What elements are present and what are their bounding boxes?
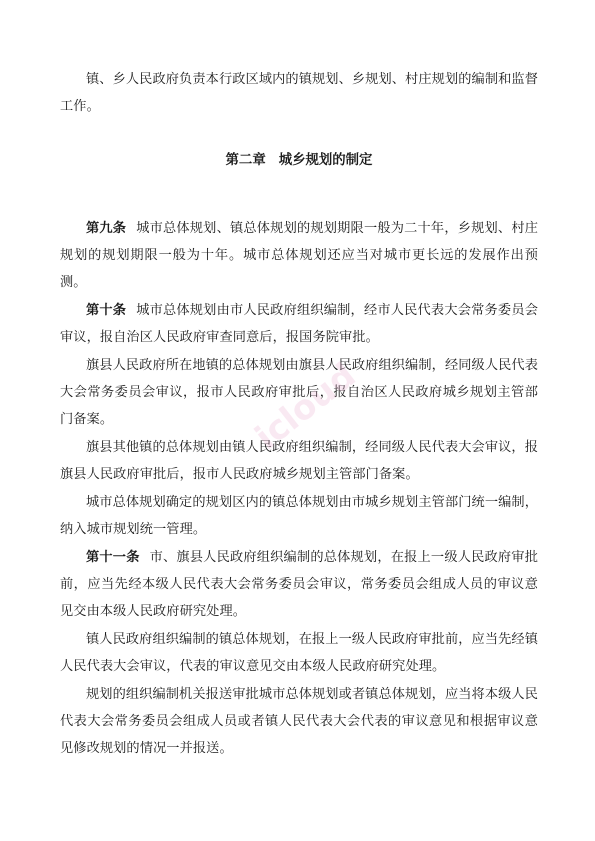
article-paragraph — [60, 544, 538, 625]
article-number: 第九条 — [86, 221, 127, 236]
paragraph-text: 规划的组织编制机关报送审批城市总体规划或者镇总体规划，应当将本级人民代表大会常务委员会组成人员或者镇人民代表大会代表的审议意见和根据审议意见修改规划的情况一并报送。 — [60, 687, 538, 756]
clause-paragraph — [60, 434, 538, 488]
clause-paragraph — [60, 681, 538, 762]
paragraph-text: 旗县其他镇的总体规划由镇人民政府组织编制，经同级人民代表大会审议，报旗县人民政府审批后，报市人民政府城乡规划主管部门备案。 — [60, 440, 538, 482]
paragraph-text: 城市总体规划、镇总体规划的规划期限一般为二十年，乡规划、村庄规划的规划期限一般为十年。城市总体规划还应当对城市更长远的发展作出预测。 — [60, 221, 538, 290]
clause-paragraph — [60, 626, 538, 680]
watermark-text: icloud — [247, 355, 364, 458]
chapter-number: 第二章 — [225, 153, 266, 168]
chapter-heading — [60, 147, 538, 174]
paragraph-text: 市、旗县人民政府组织编制的总体规划，在报上一级人民政府审批前，应当先经本级人民代表大会常务委员会审议，常务委员会组成人员的审议意见交由本级人民政府研究处理。 — [60, 550, 538, 619]
chapter-title: 城乡规划的制定 — [278, 153, 373, 168]
clause-paragraph — [60, 489, 538, 543]
article-paragraph — [60, 215, 538, 296]
paragraph-text: 城市总体规划由市人民政府组织编制，经市人民代表大会常务委员会审议，报自治区人民政府审查同意后，报国务院审批。 — [60, 303, 538, 345]
article-number: 第十一条 — [86, 550, 140, 565]
paragraph-text: 镇人民政府组织编制的镇总体规划，在报上一级人民政府审批前，应当先经镇人民代表大会审议，代表的审议意见交由本级人民政府研究处理。 — [60, 632, 538, 674]
clause-paragraph — [60, 352, 538, 433]
article-paragraph — [60, 297, 538, 351]
intro-paragraph-text: 镇、乡人民政府负责本行政区域内的镇规划、乡规划、村庄规划的编制和监督工作。 — [60, 72, 538, 114]
intro-paragraph — [60, 66, 538, 120]
paragraph-text: 城市总体规划确定的规划区内的镇总体规划由市城乡规划主管部门统一编制，纳入城市规划统一管理。 — [60, 495, 538, 537]
paragraph-text: 旗县人民政府所在地镇的总体规划由旗县人民政府组织编制，经同级人民代表大会常务委员会审议，报市人民政府审批后，报自治区人民政府城乡规划主管部门备案。 — [60, 358, 538, 427]
article-number: 第十条 — [86, 303, 127, 318]
document-body — [60, 66, 538, 763]
